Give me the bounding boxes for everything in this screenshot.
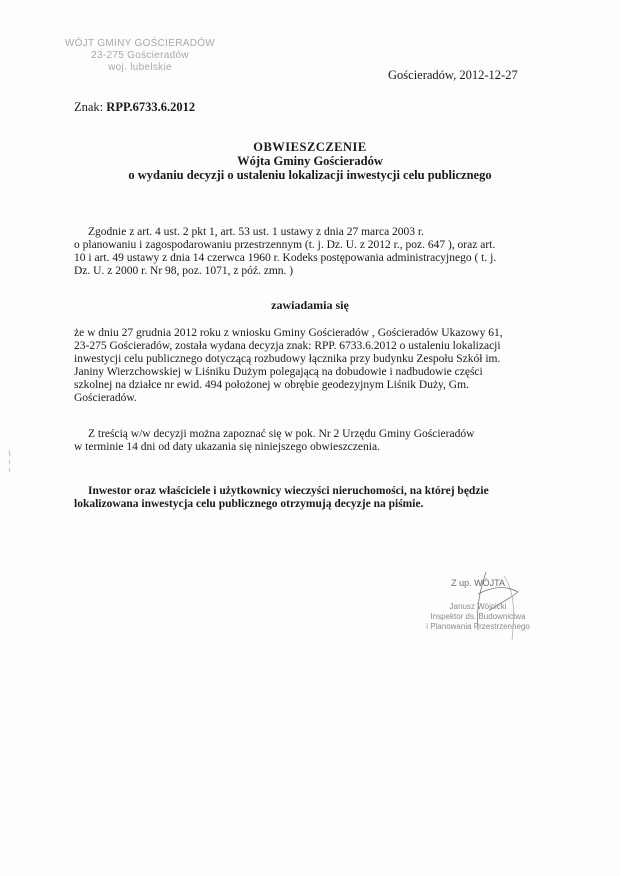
paragraph-line: Gościeradów. (74, 392, 137, 404)
paragraph-line: inwestycji celu publicznego dotyczącą rozbudowy łącznika przy budynku Zespołu Szkół im. (74, 353, 501, 365)
signature-stamp (408, 570, 548, 650)
stamp-line-3: woj. lubelskie (108, 62, 172, 73)
signature-line-2: Janusz Wójcicki (449, 602, 507, 611)
paragraph-line: Janiny Wierzchowskiej w Liśniku Dużym polegającą na dobudowie i nadbudowie części (74, 366, 483, 378)
legal-basis-paragraph (74, 226, 544, 278)
paragraph-line: Dz. U. z 2000 r. Nr 98, poz. 1071, z póź. zmn. ) (74, 265, 294, 277)
stamp-line-1: WÓJT GMINY GOŚCIERADÓW (64, 38, 216, 49)
inspection-paragraph (74, 428, 544, 454)
document-title (60, 140, 560, 182)
scan-artifact (8, 450, 11, 472)
reference-number (74, 100, 195, 115)
title-line-3: o wydaniu decyzji o ustaleniu lokalizacji inwestycji celu publicznego (128, 168, 492, 182)
announcement-heading: zawiadamia się (271, 298, 349, 312)
paragraph-line: w terminie 14 dni od daty ukazania się niniejszego obwieszczenia. (74, 441, 380, 453)
signature-line-1: Z up. WÓJTA (451, 578, 505, 588)
document-date: Gościeradów, 2012-12-27 (388, 68, 518, 82)
office-stamp (60, 38, 220, 74)
paragraph-line: szkolnej na działce nr ewid. 494 położonej w obrębie geodezyjnym Liśnik Duży, Gm. (74, 379, 469, 391)
stamp-line-2: 23-275 Gościeradów (91, 50, 189, 61)
paragraph-line: 23-275 Gościeradów, została wydana decyzja znak: RPP. 6733.6.2012 o ustaleniu lokalizacji (74, 340, 501, 352)
reference-label: Znak: (74, 100, 104, 114)
paragraph-line: o planowaniu i zagospodarowaniu przestrzennym (t. j. Dz. U. z 2012 r., poz. 647 ), oraz art. (74, 239, 496, 251)
title-line-1: OBWIESZCZENIE (253, 140, 367, 154)
paragraph-line: Inwestor oraz właściciele i użytkownicy wieczyści nieruchomości, na której będzie (88, 485, 489, 497)
paragraph-line: Z treścią w/w decyzji można zapoznać się w pok. Nr 2 Urzędu Gminy Gościeradów (88, 428, 475, 440)
signature-line-4: i Planowania Przestrzennego (426, 622, 530, 631)
paragraph-line: że w dniu 27 grudnia 2012 roku z wniosku Gminy Gościeradów , Gościeradów Ukazowy 61, (74, 327, 503, 339)
paragraph-line: lokalizowana inwestycja celu publicznego otrzymują decyzje na piśmie. (74, 498, 424, 510)
title-line-2: Wójta Gminy Gościeradów (237, 154, 383, 168)
paragraph-line: Zgodnie z art. 4 ust. 2 pkt 1, art. 53 ust. 1 ustawy z dnia 27 marca 2003 r. (88, 226, 424, 238)
signature-line-3: Inspektor ds. Budownictwa (430, 612, 526, 621)
reference-value: RPP.6733.6.2012 (106, 100, 196, 114)
paragraph-line: 10 i art. 49 ustawy z dnia 14 czerwca 1960 r. Kodeks postępowania administracyjnego ( t. j. (74, 252, 497, 264)
decision-paragraph (74, 327, 544, 405)
investor-notice-paragraph (74, 485, 544, 511)
